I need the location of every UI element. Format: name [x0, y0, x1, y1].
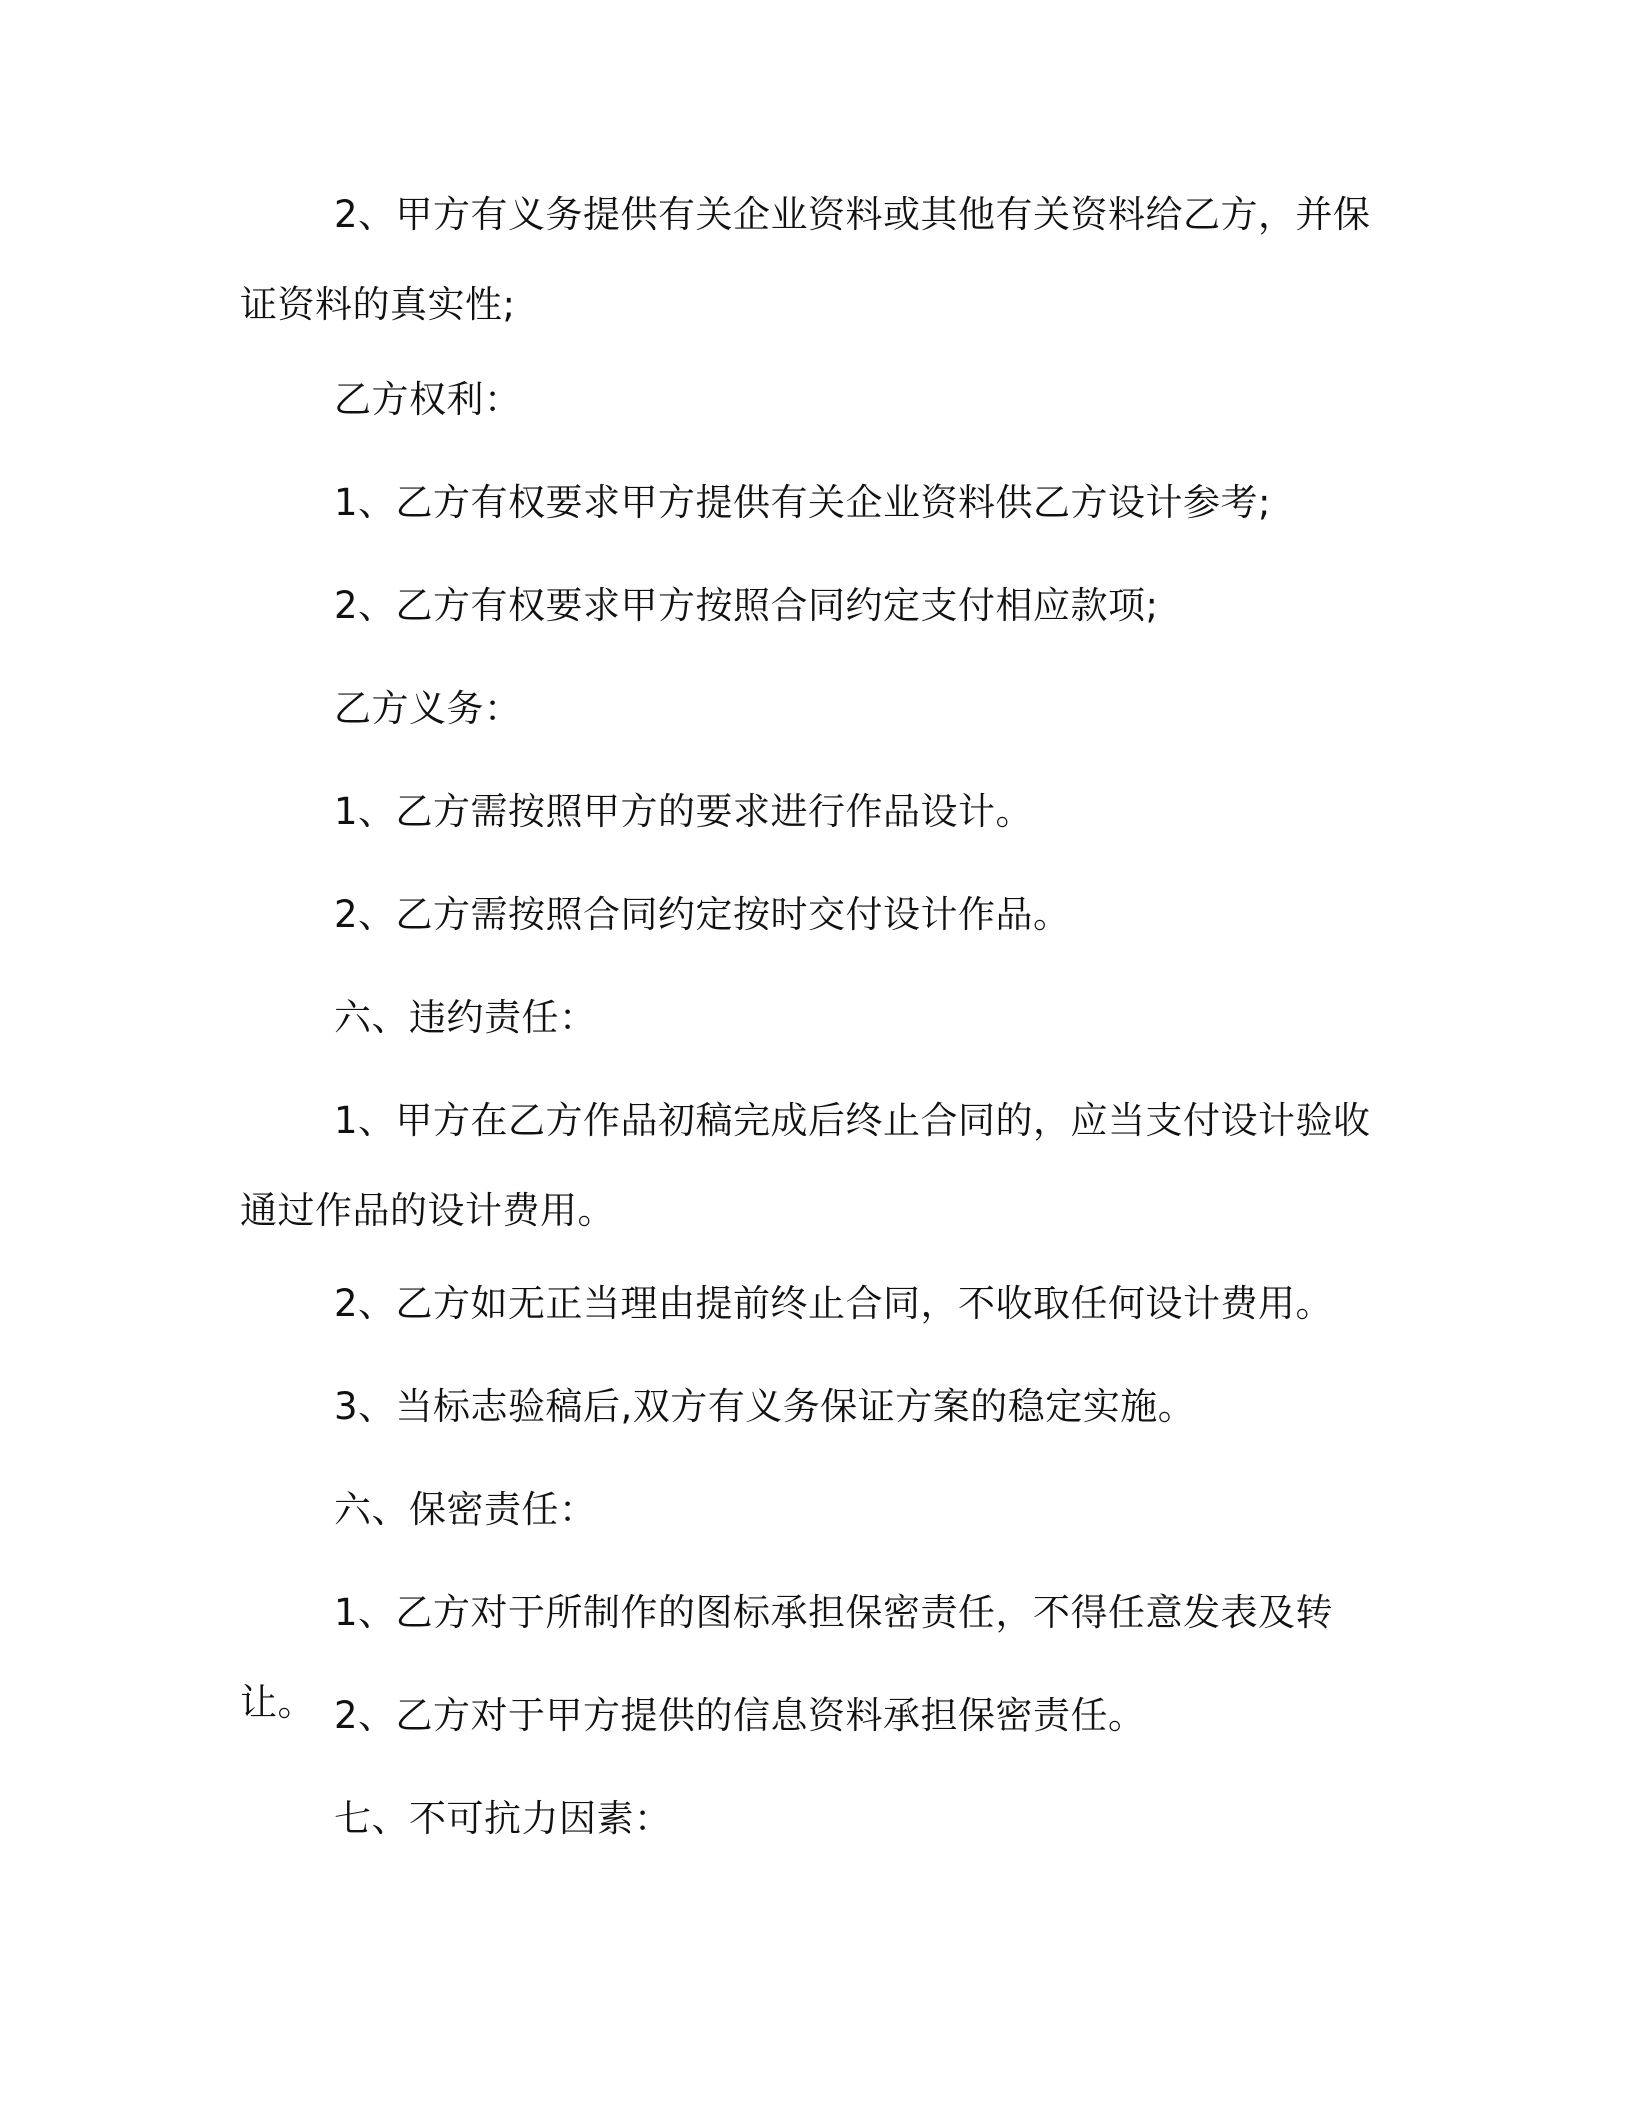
paragraph-breach-1: 1、甲方在乙方作品初稿完成后终止合同的，应当支付设计验收通过作品的设计费用。 — [240, 1099, 1371, 1232]
paragraph-breach-3: 3、当标志验稿后,双方有义务保证方案的稳定实施。 — [334, 1385, 1196, 1428]
paragraph-confidentiality-1: 1、乙方对于所制作的图标承担保密责任，不得任意发表及转让。 — [240, 1591, 1334, 1724]
paragraph-party-b-right-1: 1、乙方有权要求甲方提供有关企业资料供乙方设计参考; — [334, 481, 1272, 524]
heading-breach-liability: 六、违约责任： — [334, 996, 597, 1039]
heading-confidentiality: 六、保密责任： — [334, 1488, 597, 1531]
paragraph-breach-2: 2、乙方如无正当理由提前终止合同，不收取任何设计费用。 — [334, 1282, 1334, 1325]
paragraph-party-b-obligation-1: 1、乙方需按照甲方的要求进行作品设计。 — [334, 790, 1034, 833]
paragraph-party-b-right-2: 2、乙方有权要求甲方按照合同约定支付相应款项; — [334, 584, 1159, 627]
paragraph-party-a-obligation-2: 2、甲方有义务提供有关企业资料或其他有关资料给乙方，并保证资料的真实性; — [240, 193, 1371, 326]
paragraph-confidentiality-2: 2、乙方对于甲方提供的信息资料承担保密责任。 — [334, 1694, 1146, 1737]
heading-force-majeure: 七、不可抗力因素： — [334, 1797, 672, 1840]
paragraph-party-b-obligation-2: 2、乙方需按照合同约定按时交付设计作品。 — [334, 893, 1071, 936]
heading-party-b-rights: 乙方权利： — [334, 378, 522, 421]
heading-party-b-obligations: 乙方义务： — [334, 687, 522, 730]
